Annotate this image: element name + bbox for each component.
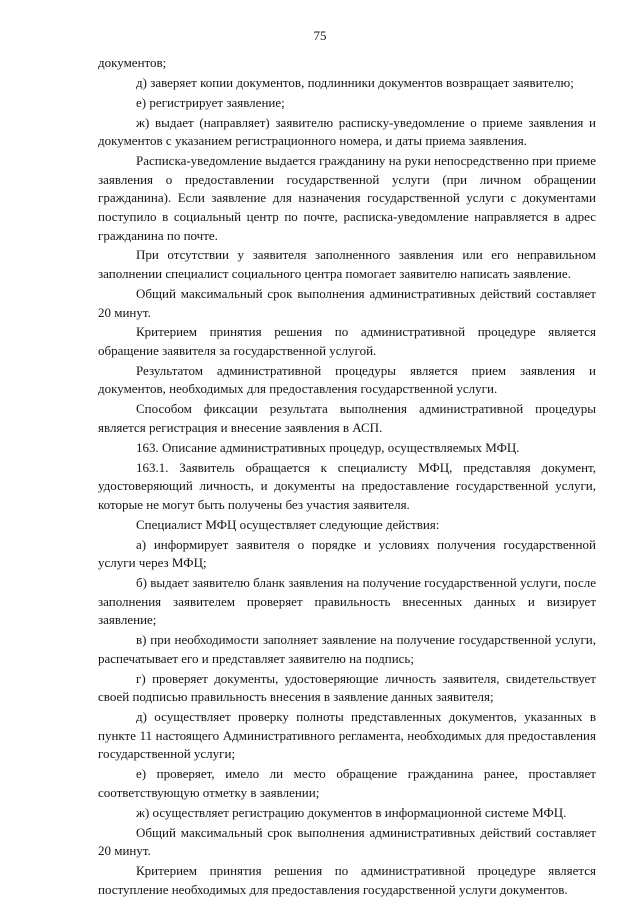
paragraph: Расписка-уведомление выдается гражданину на руки непосредственно при приеме заявления о предоставлении государственной услуги (при личном обращении гражданина). Если заявление для назначения государственной услуги с документами поступило в социальный центр по почте, расписка-уведомление направляется в адрес гражданина по почте.: [98, 153, 596, 243]
document-body: [98, 54, 596, 901]
page-number: 75: [313, 28, 327, 43]
paragraph: Критерием принятия решения по административной процедуре является поступление необходимых для предоставления государственной услуги документов.: [98, 863, 596, 897]
paragraph: ж) осуществляет регистрацию документов в информационной системе МФЦ.: [136, 804, 567, 820]
paragraph: 163.1. Заявитель обращается к специалисту МФЦ, представляя документ, удостоверяющий личность, и документы на предоставление государственной услуги, которые не могут быть получены без участия заявителя.: [98, 459, 596, 512]
paragraph: е) проверяет, имело ли место обращение гражданина ранее, проставляет соответствующую отметку в заявлении;: [98, 766, 596, 800]
paragraph: Критерием принятия решения по административной процедуре является обращение заявителя за государственной услугой.: [98, 324, 596, 358]
paragraph: б) выдает заявителю бланк заявления на получение государственной услуги, после заполнения заявителем проверяет правильность внесенных данных и визирует заявление;: [98, 575, 596, 628]
paragraph: Общий максимальный срок выполнения административных действий составляет 20 минут.: [98, 285, 596, 320]
paragraph: 163. Описание административных процедур, осуществляемых МФЦ.: [136, 439, 520, 455]
paragraph: в) при необходимости заполняет заявление на получение государственной услуги, распечатывает его и представляет заявителю на подпись;: [98, 632, 596, 666]
paragraph: Общий максимальный срок выполнения административных действий составляет 20 минут.: [98, 824, 596, 859]
paragraph: г) проверяет документы, удостоверяющие личность заявителя, свидетельствует своей подписью правильность внесения в заявление данных заявителя;: [98, 670, 596, 705]
paragraph: ж) выдает (направляет) заявителю расписку-уведомление о приеме заявления и документов с указанием регистрационного номера, и даты приема заявления.: [98, 114, 596, 149]
paragraph: Способом фиксации результата выполнения административной процедуры является регистрация и внесение заявления в АСП.: [98, 401, 596, 435]
paragraph: д) осуществляет проверку полноты представленных документов, указанных в пункте 11 настоящего Административного регламента, необходимых для предоставления государственной услуги;: [98, 709, 596, 762]
paragraph: е) регистрирует заявление;: [136, 94, 285, 110]
paragraph: д) заверяет копии документов, подлинники документов возвращает заявителю;: [136, 74, 574, 90]
paragraph: а) информирует заявителя о порядке и условиях получения государственной услуги через МФЦ;: [98, 536, 596, 571]
paragraph: Результатом административной процедуры является прием заявления и документов, необходимых для предоставления государственной услуги.: [98, 362, 596, 397]
paragraph: документов;: [98, 55, 167, 70]
paragraph: При отсутствии у заявителя заполненного заявления или его неправильном заполнении специалист социального центра помогает заявителю написать заявление.: [98, 247, 596, 282]
paragraph: Специалист МФЦ осуществляет следующие действия:: [136, 516, 440, 532]
